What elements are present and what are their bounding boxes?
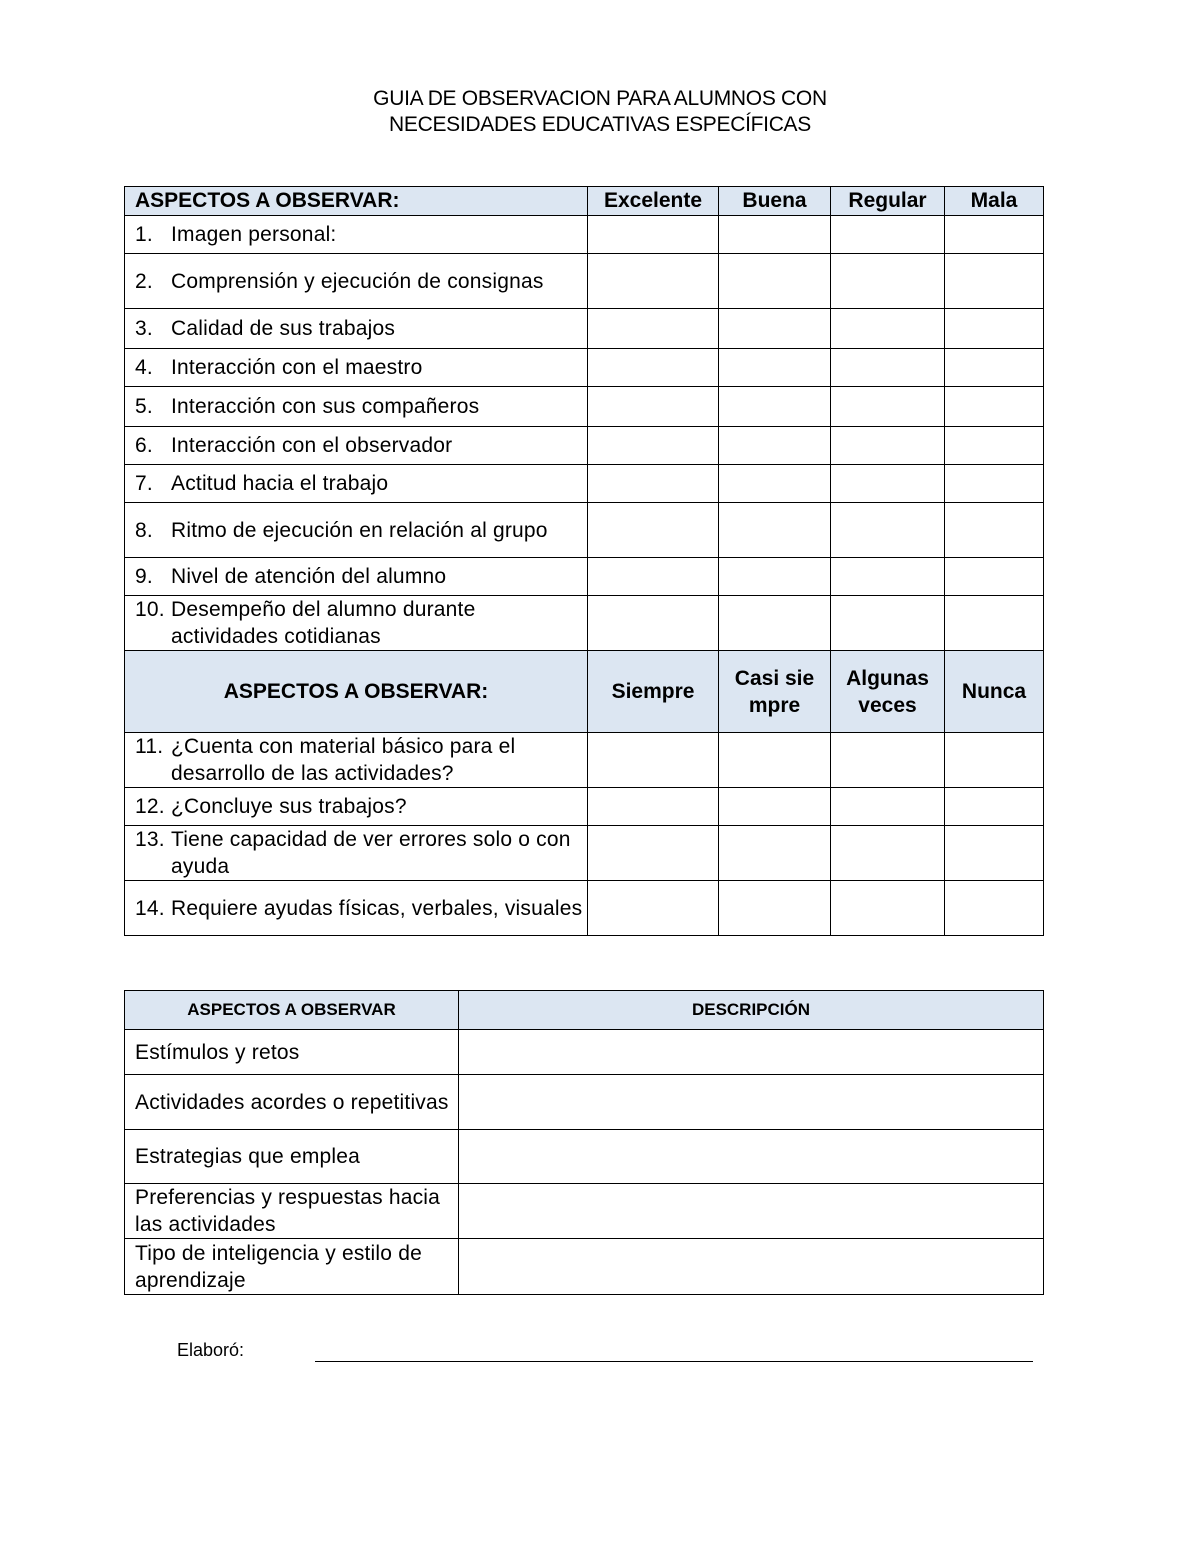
quality-header-row — [125, 187, 1044, 216]
table-row — [125, 558, 1044, 596]
column-algunas-veces: Algunas veces — [831, 651, 945, 733]
item-number: 10. — [135, 598, 165, 621]
rating-cell[interactable] — [719, 558, 831, 596]
rating-cell[interactable] — [588, 349, 719, 387]
elaboro-label: Elaboró: — [177, 1340, 245, 1360]
item-number: 3. — [135, 317, 153, 340]
frequency-cell[interactable] — [945, 733, 1044, 788]
rating-cell[interactable] — [945, 596, 1044, 651]
rating-cell[interactable] — [719, 387, 831, 427]
description-header-aspects: ASPECTOS A OBSERVAR — [125, 991, 459, 1030]
rating-cell[interactable] — [831, 349, 945, 387]
observation-table — [124, 186, 1044, 936]
description-cell[interactable] — [459, 1075, 1044, 1130]
table-row — [125, 349, 1044, 387]
rating-cell[interactable] — [588, 427, 719, 465]
table-row — [125, 881, 1044, 936]
frequency-cell[interactable] — [588, 881, 719, 936]
rating-cell[interactable] — [831, 387, 945, 427]
rating-cell[interactable] — [719, 216, 831, 254]
frequency-cell[interactable] — [831, 788, 945, 826]
rating-cell[interactable] — [588, 465, 719, 503]
table-row — [125, 503, 1044, 558]
column-nunca: Nunca — [945, 651, 1044, 733]
table-row — [125, 387, 1044, 427]
aspect-label: Estímulos y retos — [125, 1030, 459, 1075]
column-regular: Regular — [831, 187, 945, 216]
frequency-cell[interactable] — [945, 788, 1044, 826]
table-row — [125, 1075, 1044, 1130]
rating-cell[interactable] — [945, 309, 1044, 349]
rating-cell[interactable] — [945, 427, 1044, 465]
table-row — [125, 596, 1044, 651]
rating-cell[interactable] — [719, 349, 831, 387]
item-number: 14. — [135, 896, 165, 920]
table-row — [125, 733, 1044, 788]
description-cell[interactable] — [459, 1130, 1044, 1184]
item-number: 1. — [135, 223, 153, 246]
table-row — [125, 1030, 1044, 1075]
rating-cell[interactable] — [831, 465, 945, 503]
rating-cell[interactable] — [945, 387, 1044, 427]
frequency-cell[interactable] — [945, 881, 1044, 936]
item-number: 8. — [135, 518, 153, 542]
item-text: Actitud hacia el trabajo — [171, 472, 389, 495]
rating-cell[interactable] — [831, 596, 945, 651]
column-buena: Buena — [719, 187, 831, 216]
rating-cell[interactable] — [588, 596, 719, 651]
aspect-label: Estrategias que emplea — [125, 1130, 459, 1184]
rating-cell[interactable] — [588, 558, 719, 596]
table-row — [125, 216, 1044, 254]
frequency-cell[interactable] — [588, 788, 719, 826]
item-number: 13. — [135, 828, 165, 851]
rating-cell[interactable] — [719, 427, 831, 465]
rating-cell[interactable] — [588, 503, 719, 558]
document-title-line2: NECESIDADES EDUCATIVAS ESPECÍFICAS — [389, 113, 811, 136]
frequency-cell[interactable] — [831, 733, 945, 788]
item-text: Interacción con el maestro — [171, 356, 423, 379]
item-text: ¿Concluye sus trabajos? — [171, 795, 407, 818]
table-row — [125, 826, 1044, 881]
item-text: Tiene capacidad de ver errores solo o con ayuda — [171, 828, 571, 878]
rating-cell[interactable] — [831, 254, 945, 309]
table-row — [125, 1239, 1044, 1295]
frequency-cell[interactable] — [719, 881, 831, 936]
rating-cell[interactable] — [719, 254, 831, 309]
item-number: 6. — [135, 434, 153, 457]
table-row — [125, 427, 1044, 465]
rating-cell[interactable] — [945, 558, 1044, 596]
rating-cell[interactable] — [588, 216, 719, 254]
description-cell[interactable] — [459, 1184, 1044, 1239]
table-row — [125, 465, 1044, 503]
item-text: Requiere ayudas físicas, verbales, visuales — [171, 896, 583, 920]
item-text: Nivel de atención del alumno — [171, 565, 447, 588]
rating-cell[interactable] — [831, 427, 945, 465]
description-header-row — [125, 991, 1044, 1030]
item-number: 11. — [135, 735, 164, 758]
rating-cell[interactable] — [588, 387, 719, 427]
rating-cell[interactable] — [831, 503, 945, 558]
rating-cell[interactable] — [719, 465, 831, 503]
item-number: 5. — [135, 395, 153, 418]
item-text: Ritmo de ejecución en relación al grupo — [171, 518, 548, 542]
rating-cell[interactable] — [945, 254, 1044, 309]
rating-cell[interactable] — [945, 216, 1044, 254]
aspect-label: Actividades acordes o repetitivas — [125, 1075, 459, 1130]
item-text: Interacción con sus compañeros — [171, 395, 480, 418]
item-text: Calidad de sus trabajos — [171, 317, 396, 340]
frequency-header-label: ASPECTOS A OBSERVAR: — [125, 651, 588, 733]
item-number: 12. — [135, 795, 165, 818]
rating-cell[interactable] — [588, 254, 719, 309]
rating-cell[interactable] — [719, 596, 831, 651]
column-casi-siempre: Casi siempre — [719, 651, 831, 733]
table-row — [125, 1184, 1044, 1239]
frequency-cell[interactable] — [831, 826, 945, 881]
signature-line[interactable] — [315, 1361, 1033, 1362]
description-cell[interactable] — [459, 1239, 1044, 1295]
table-row — [125, 254, 1044, 309]
rating-cell[interactable] — [831, 309, 945, 349]
frequency-cell[interactable] — [831, 881, 945, 936]
frequency-cell[interactable] — [588, 826, 719, 881]
table-row — [125, 788, 1044, 826]
rating-cell[interactable] — [831, 216, 945, 254]
item-text: Imagen personal: — [171, 223, 337, 246]
rating-cell[interactable] — [831, 558, 945, 596]
aspect-label: Preferencias y respuestas hacia las actividades — [125, 1184, 459, 1239]
item-number: 2. — [135, 269, 153, 293]
frequency-cell[interactable] — [588, 733, 719, 788]
document-title-line1: GUIA DE OBSERVACION PARA ALUMNOS CON — [373, 87, 827, 110]
item-text: Comprensión y ejecución de consignas — [171, 269, 544, 293]
frequency-cell[interactable] — [719, 788, 831, 826]
frequency-cell[interactable] — [719, 826, 831, 881]
description-cell[interactable] — [459, 1030, 1044, 1075]
column-siempre: Siempre — [588, 651, 719, 733]
description-table — [124, 990, 1044, 1295]
rating-cell[interactable] — [945, 503, 1044, 558]
item-text: Desempeño del alumno durante actividades cotidianas — [171, 598, 476, 648]
column-excelente: Excelente — [588, 187, 719, 216]
rating-cell[interactable] — [719, 503, 831, 558]
rating-cell[interactable] — [588, 309, 719, 349]
rating-cell[interactable] — [945, 349, 1044, 387]
item-number: 9. — [135, 565, 153, 588]
column-mala: Mala — [945, 187, 1044, 216]
item-number: 4. — [135, 356, 153, 379]
table-row — [125, 1130, 1044, 1184]
description-header-description: DESCRIPCIÓN — [459, 991, 1044, 1030]
frequency-header-row — [125, 651, 1044, 733]
item-text: Interacción con el observador — [171, 434, 453, 457]
rating-cell[interactable] — [719, 309, 831, 349]
frequency-cell[interactable] — [719, 733, 831, 788]
frequency-cell[interactable] — [945, 826, 1044, 881]
quality-header-label: ASPECTOS A OBSERVAR: — [125, 187, 588, 216]
rating-cell[interactable] — [945, 465, 1044, 503]
item-number: 7. — [135, 472, 153, 495]
item-text: ¿Cuenta con material básico para el desarrollo de las actividades? — [171, 735, 516, 785]
table-row — [125, 309, 1044, 349]
aspect-label: Tipo de inteligencia y estilo de aprendizaje — [125, 1239, 459, 1295]
